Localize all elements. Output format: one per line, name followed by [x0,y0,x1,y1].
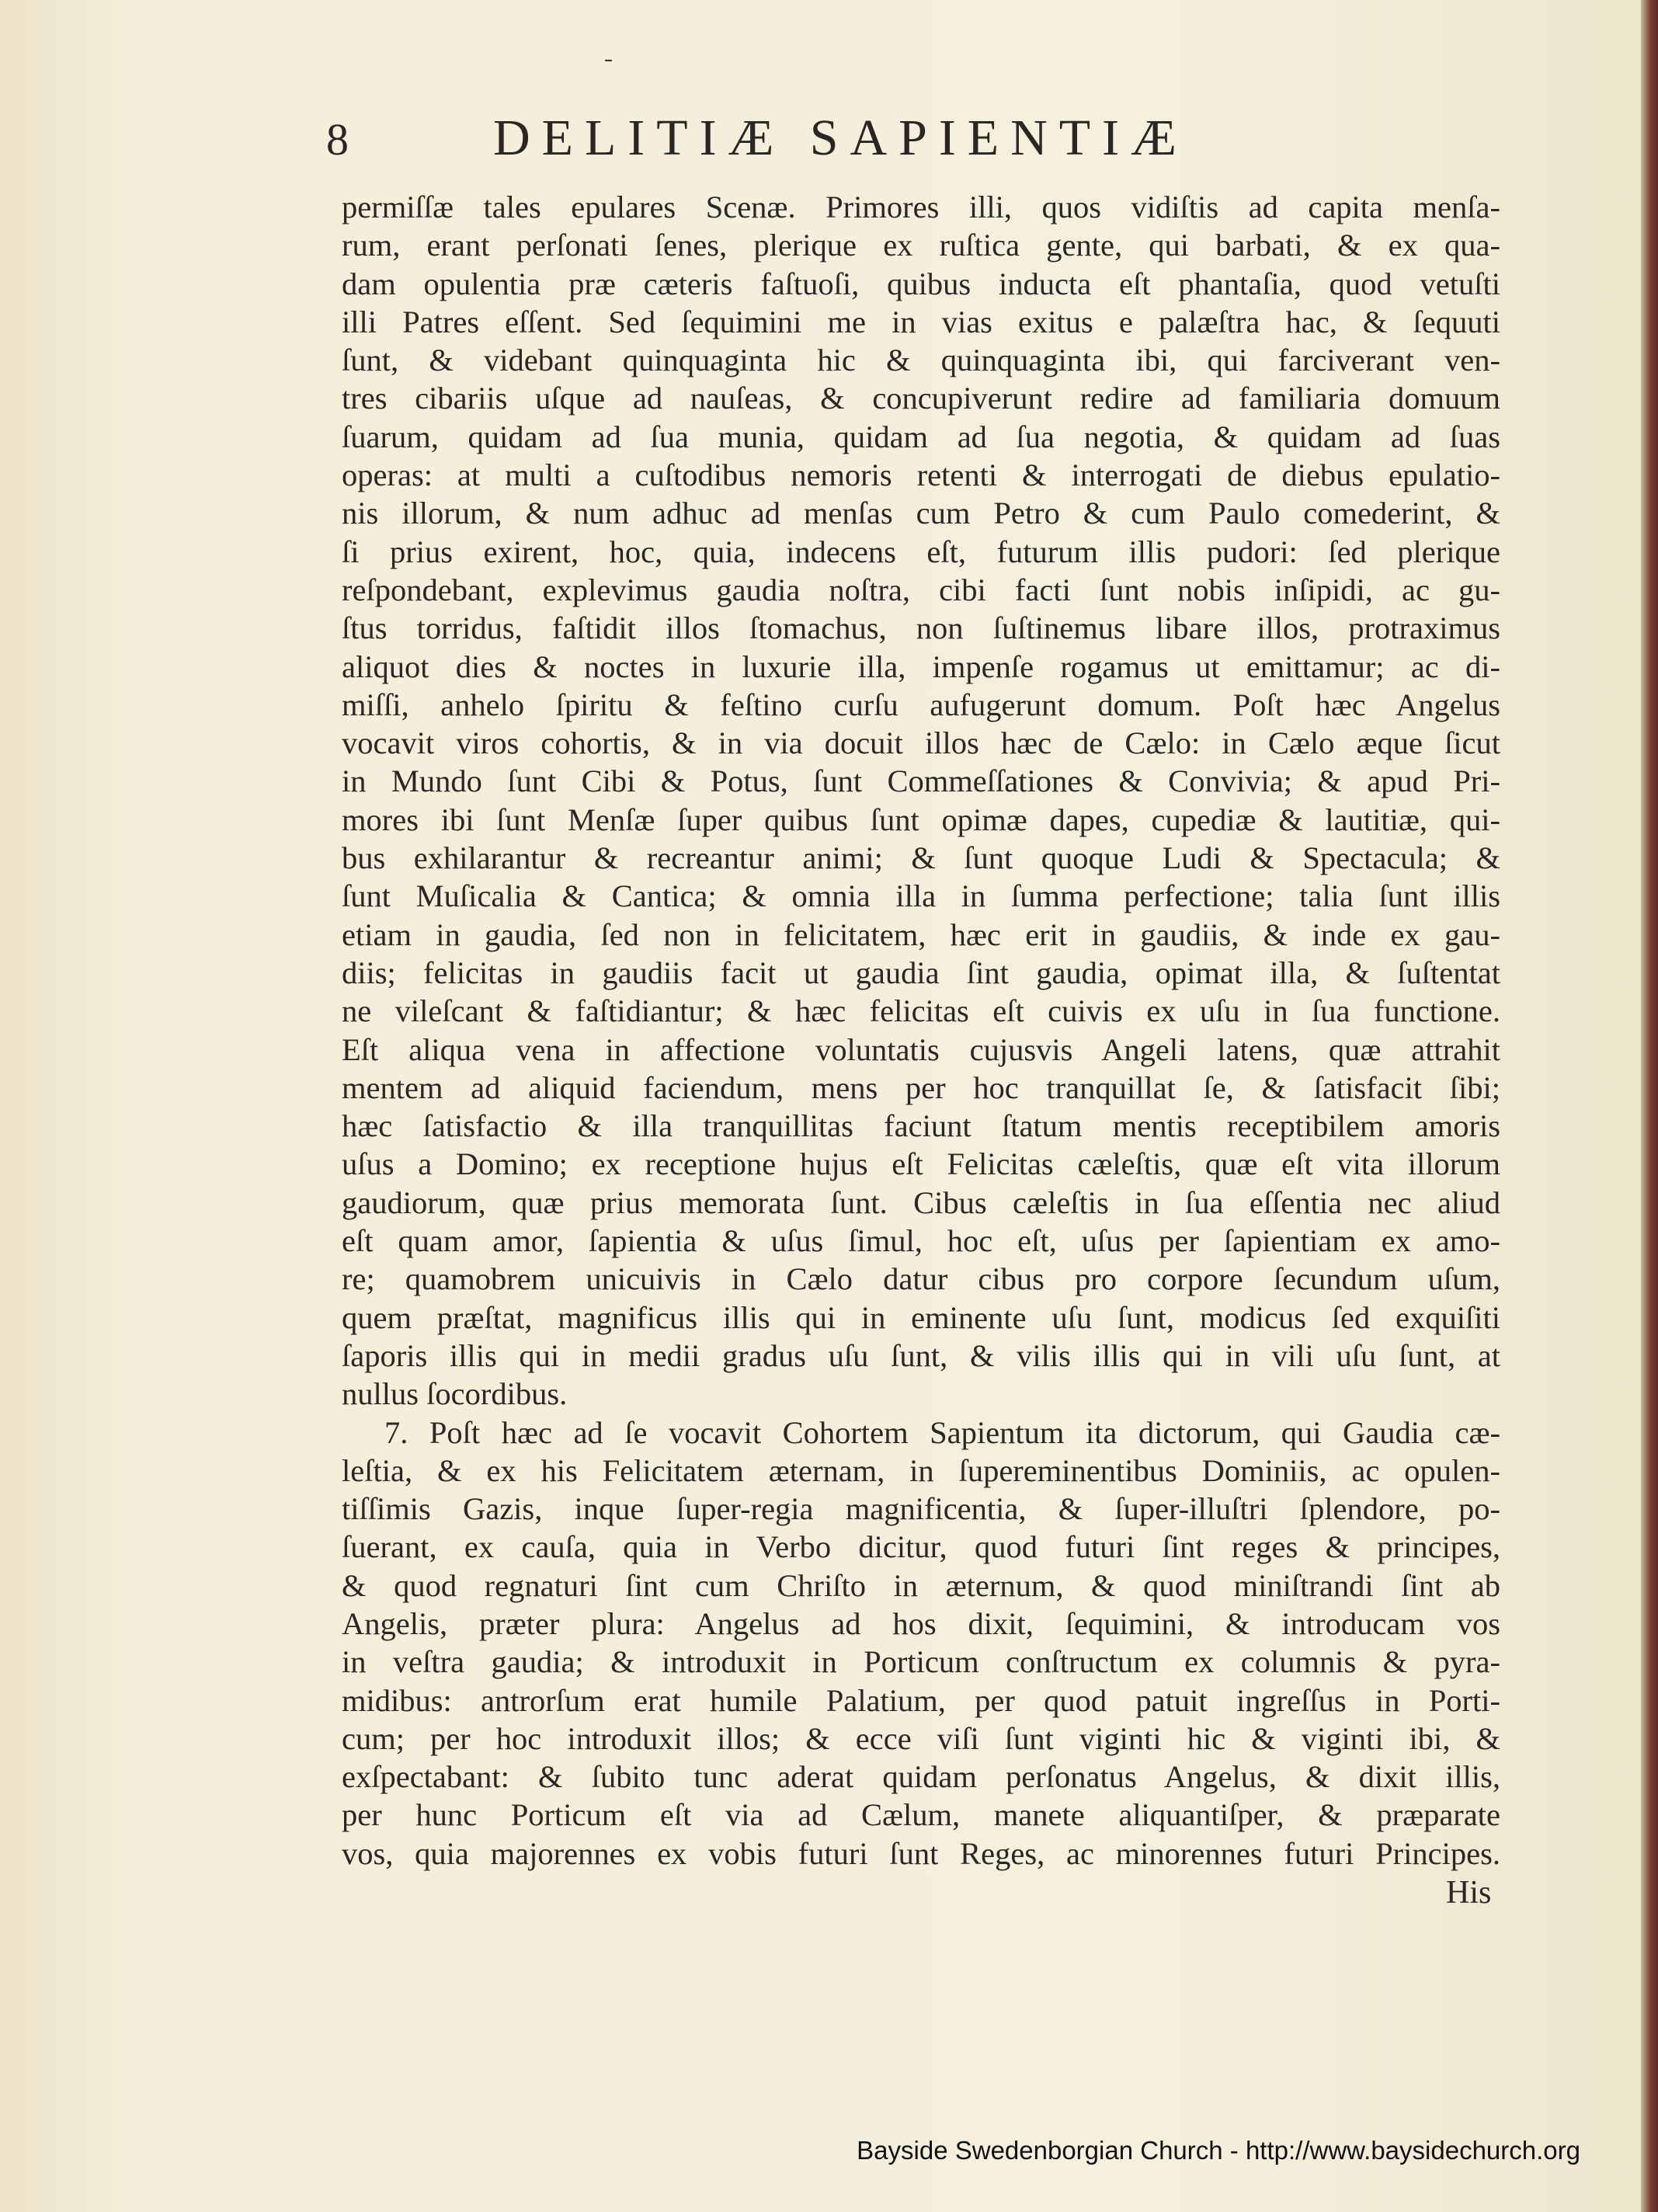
text-line: Eſt aliqua vena in affectione voluntatis cujusvis Angeli latens, quæ attrahit [342,1031,1500,1067]
page-number: 8 [326,114,349,165]
text-line: in veſtra gaudia; & introduxit in Porticum conſtructum ex columnis & pyra- [342,1644,1500,1680]
book-cover-edge [1641,0,1658,2212]
text-line: eſt quam amor, ſapientia & uſus ſimul, hoc eſt, uſus per ſapientiam ex amo- [342,1223,1500,1259]
text-line: tiſſimis Gazis, inque ſuper-regia magnificentia, & ſuper-illuſtri ſplendore, po- [342,1491,1500,1527]
watermark-credit: Bayside Swedenborgian Church - http://www.baysidechurch.org [857,2136,1580,2165]
catchword: His [1446,1875,1492,1911]
text-line: ſunt, & videbant quinquaginta hic & quinquaginta ibi, qui farciverant ven- [342,343,1500,378]
text-line: diis; felicitas in gaudiis facit ut gaudia ſint gaudia, opimat illa, & ſuſtentat [342,955,1500,990]
text-line: tres cibariis uſque ad nauſeas, & concupiverunt redire ad familiaria domuum [342,381,1500,416]
text-line: mores ibi ſunt Menſæ ſuper quibus ſunt opimæ dapes, cupediæ & lautitiæ, qui- [342,802,1500,837]
text-line: re; quamobrem unicuivis in Cælo datur cibus pro corpore ſecundum uſum, [342,1261,1500,1297]
text-line: hæc ſatisfactio & illa tranquillitas faciunt ſtatum mentis receptibilem amoris [342,1108,1500,1144]
text-line: quem præſtat, magnificus illis qui in eminente uſu ſunt, modicus ſed exquiſiti [342,1299,1500,1335]
text-line: rum, erant perſonati ſenes, plerique ex ruſtica gente, qui barbati, & ex qua- [342,228,1500,263]
body-text [342,188,1500,1873]
text-line: in Mundo ſunt Cibi & Potus, ſunt Commeſſationes & Convivia; & apud Pri- [342,763,1500,799]
text-line: ſaporis illis qui in medii gradus uſu ſunt, & vilis illis qui in vili uſu ſunt, at [342,1337,1500,1373]
text-line: etiam in gaudia, ſed non in felicitatem, hæc erit in gaudiis, & inde ex gau- [342,916,1500,952]
text-line: illi Patres eſſent. Sed ſequimini me in vias exitus e palæſtra hac, & ſequuti [342,304,1500,339]
text-line: cum; per hoc introduxit illos; & ecce viſi ſunt viginti hic & viginti ibi, & [342,1720,1500,1756]
text-line: permiſſæ tales epulares Scenæ. Primores illi, quos vidiſtis ad capita menſa- [342,190,1500,224]
text-line: leſtia, & ex his Felicitatem æternam, in ſupereminentibus Dominiis, ac opulen- [342,1452,1500,1488]
text-line: vos, quia majorennes ex vobis futuri ſunt Reges, ac minorennes futuri Principes. [342,1835,1500,1871]
running-title: DELITIÆ SAPIENTIÆ [493,110,1188,166]
text-line: nis illorum, & num adhuc ad menſas cum Petro & cum Paulo comederint, & [342,496,1500,531]
text-line: ſunt Muſicalia & Cantica; & omnia illa in ſumma perfectione; talia ſunt illis [342,878,1500,914]
text-line: per hunc Porticum eſt via ad Cælum, manete aliquantiſper, & præparate [342,1797,1500,1833]
text-line: & quod regnaturi ſint cum Chriſto in æternum, & quod miniſtrandi ſint ab [342,1567,1500,1603]
text-line: operas: at multi a cuſtodibus nemoris retenti & interrogati de diebus epulatio- [342,457,1500,493]
text-line: midibus: antrorſum erat humile Palatium, per quod patuit ingreſſus in Porti- [342,1682,1500,1718]
text-line: ne vileſcant & faſtidiantur; & hæc felicitas eſt cuivis ex uſu in ſua functione. [342,993,1500,1029]
text-line: bus exhilarantur & recreantur animi; & ſunt quoque Ludi & Spectacula; & [342,840,1500,876]
text-line: nullus ſocordibus. [342,1376,568,1412]
ink-mark: ˉ [603,56,614,83]
text-line: gaudiorum, quæ prius memorata ſunt. Cibus cæleſtis in ſua eſſentia nec aliud [342,1184,1500,1220]
text-line: mentem ad aliquid faciendum, mens per hoc tranquillat ſe, & ſatisfacit ſibi; [342,1069,1500,1105]
text-line: 7. Poſt hæc ad ſe vocavit Cohortem Sapientum ita dictorum, qui Gaudia cæ- [384,1414,1500,1450]
text-line: dam opulentia præ cæteris faſtuoſi, quibus inducta eſt phantaſia, quod vetuſti [342,266,1500,301]
text-line: aliquot dies & noctes in luxurie illa, impenſe rogamus ut emittamur; ac di- [342,649,1500,684]
text-line: ſtus torridus, faſtidit illos ſtomachus, non ſuſtinemus libare illos, protraximus [342,610,1500,646]
text-line: Angelis, præter plura: Angelus ad hos dixit, ſequimini, & introducam vos [342,1605,1500,1641]
text-line: ſi prius exirent, hoc, quia, indecens eſt, futurum illis pudori: ſed plerique [342,534,1500,569]
page-header [326,109,1507,179]
text-line: vocavit viros cohortis, & in via docuit illos hæc de Cælo: in Cælo æque ſicut [342,725,1500,761]
text-line: reſpondebant, explevimus gaudia noſtra, cibi facti ſunt nobis inſipidi, ac gu- [342,572,1500,607]
text-line: uſus a Domino; ex receptione hujus eſt Felicitas cæleſtis, quæ eſt vita illorum [342,1146,1500,1182]
text-line: miſſi, anhelo ſpiritu & feſtino curſu aufugerunt domum. Poſt hæc Angelus [342,687,1500,722]
text-line: ſuarum, quidam ad ſua munia, quidam ad ſua negotia, & quidam ad ſuas [342,419,1500,454]
text-line: ſuerant, ex cauſa, quia in Verbo dicitur, quod futuri ſint reges & principes, [342,1529,1500,1565]
text-line: exſpectabant: & ſubito tunc aderat quidam perſonatus Angelus, & dixit illis, [342,1759,1500,1795]
